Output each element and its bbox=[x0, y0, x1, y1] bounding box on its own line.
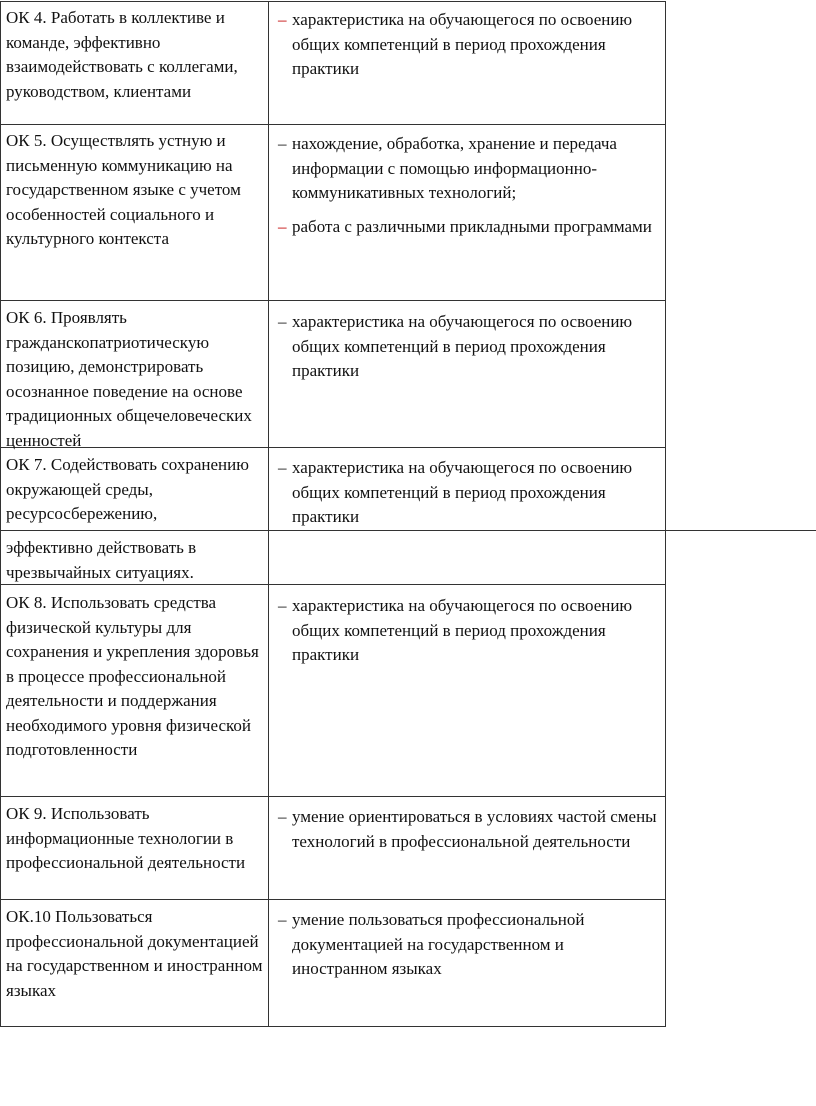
indicator-text: характеристика на обучающегося по освоению общих компетенций в период прохождения практики bbox=[292, 596, 633, 664]
indicator-item bbox=[278, 594, 663, 668]
indicator-cell-ok6 bbox=[278, 310, 663, 384]
competence-cell-ok7-continued: эффективно действовать в чрезвычайных ситуациях. bbox=[6, 538, 197, 582]
table-border bbox=[0, 124, 666, 125]
indicator-text: умение пользоваться профессиональной документацией на государственном и иностранном языках bbox=[292, 910, 585, 978]
competence-cell-ok9: ОК 9. Использовать информационные технологии в профессиональной деятельности bbox=[6, 804, 246, 872]
dash-marker: – bbox=[278, 312, 287, 331]
competence-cell-ok8: ОК 8. Использовать средства физической культуры для сохранения и укрепления здоровья в процессе профессиональной деятельности и поддержания необходимого уровня физической подготовленности bbox=[6, 593, 259, 759]
table-border bbox=[0, 1, 1, 1027]
indicator-text: характеристика на обучающегося по освоению общих компетенций в период прохождения практики bbox=[292, 458, 633, 526]
table-border bbox=[0, 796, 666, 797]
dash-marker: – bbox=[278, 216, 287, 236]
indicator-cell-ok5 bbox=[278, 132, 663, 239]
dash-marker: – bbox=[278, 458, 287, 477]
competence-cell-ok6: ОК 6. Проявлять гражданскопатриотическую позицию, демонстрировать осознанное поведение на основе традиционных общечеловеческих ценностей bbox=[6, 308, 252, 450]
table-border bbox=[0, 300, 666, 301]
dash-marker: – bbox=[278, 807, 287, 826]
indicator-cell-ok4 bbox=[278, 8, 663, 82]
dash-marker: – bbox=[278, 134, 287, 153]
table-border bbox=[0, 899, 666, 900]
competence-cell-ok7: ОК 7. Содействовать сохранению окружающей среды, ресурсосбережению, bbox=[6, 455, 249, 523]
table-border bbox=[0, 530, 816, 531]
indicator-text: характеристика на обучающегося по освоению общих компетенций в период прохождения практики bbox=[292, 10, 633, 78]
indicator-text: характеристика на обучающегося по освоению общих компетенций в период прохождения практики bbox=[292, 312, 633, 380]
indicator-item bbox=[278, 456, 663, 530]
table-border bbox=[0, 1026, 666, 1027]
indicator-item bbox=[278, 132, 663, 206]
indicator-item bbox=[278, 310, 663, 384]
indicator-cell-ok10 bbox=[278, 908, 663, 982]
table-border bbox=[268, 1, 269, 1027]
competence-cell-ok10: ОК.10 Пользоваться профессиональной документацией на государственном и иностранном языках bbox=[6, 907, 263, 1000]
indicator-item bbox=[278, 215, 663, 240]
competence-cell-ok5: ОК 5. Осуществлять устную и письменную коммуникацию на государственном языке с учетом особенностей социального и культурного контекста bbox=[6, 131, 241, 248]
dash-marker: – bbox=[278, 910, 287, 929]
indicator-item bbox=[278, 8, 663, 82]
table-border bbox=[665, 1, 666, 1027]
indicator-text: нахождение, обработка, хранение и передача информации с помощью информационно-коммуникативных технологий; bbox=[292, 134, 617, 202]
indicator-text: умение ориентироваться в условиях частой смены технологий в профессиональной деятельности bbox=[292, 807, 657, 851]
indicator-item bbox=[278, 805, 663, 854]
indicator-item bbox=[278, 908, 663, 982]
indicator-text: работа с различными прикладными программами bbox=[292, 216, 652, 236]
indicator-cell-ok7 bbox=[278, 456, 663, 530]
competence-cell-ok4: ОК 4. Работать в коллективе и команде, эффективно взаимодействовать с коллегами, руководством, клиентами bbox=[6, 8, 238, 101]
table-border bbox=[0, 1, 666, 2]
dash-marker: – bbox=[278, 10, 287, 29]
indicator-cell-ok8 bbox=[278, 594, 663, 668]
dash-marker: – bbox=[278, 596, 287, 615]
indicator-cell-ok9 bbox=[278, 805, 663, 854]
